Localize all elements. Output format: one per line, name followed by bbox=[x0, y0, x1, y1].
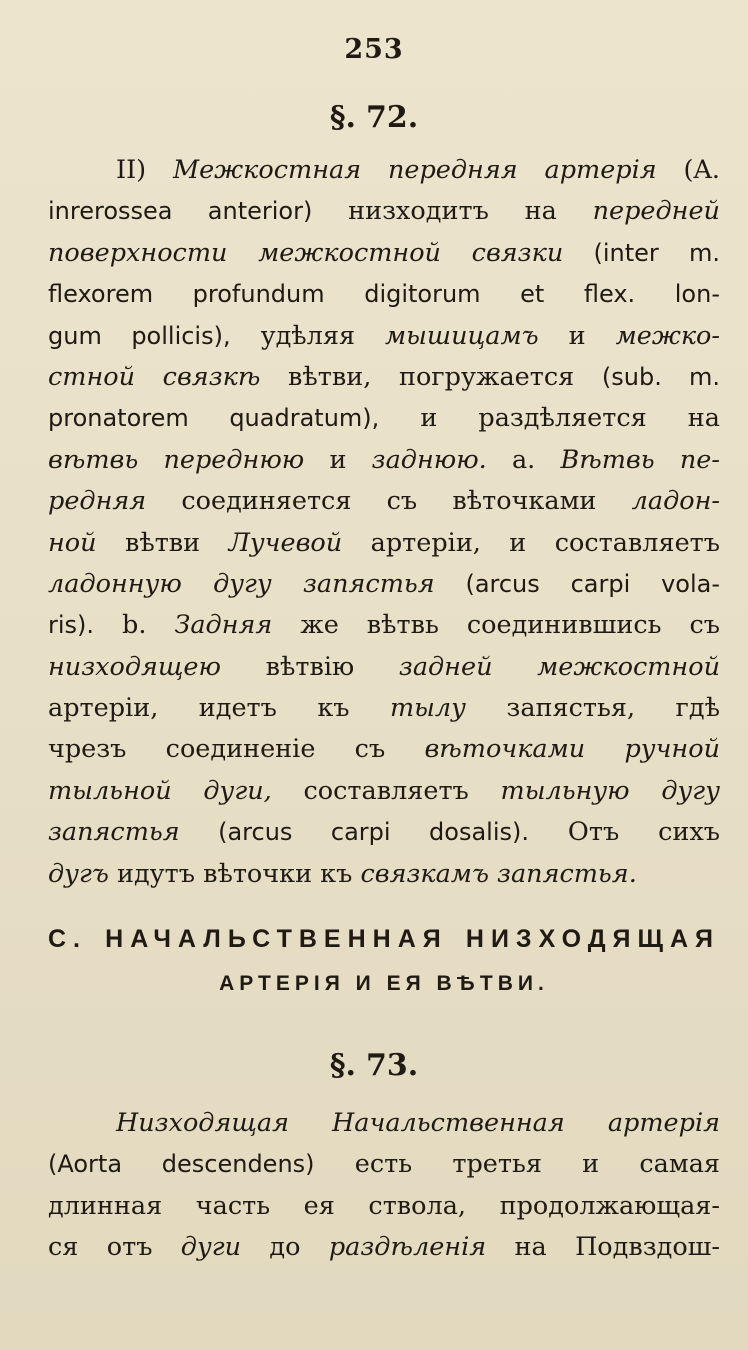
text-run: Отъ сихъ bbox=[529, 817, 720, 848]
section-number: 72. bbox=[365, 100, 419, 135]
text-run: а. bbox=[486, 444, 561, 475]
section-number: 73. bbox=[365, 1048, 419, 1083]
italic-term: тыльную дугу bbox=[500, 775, 720, 806]
text-line bbox=[48, 1144, 720, 1185]
italic-term: ладон- bbox=[631, 486, 720, 517]
text-run: и раздѣляется на bbox=[379, 403, 720, 434]
text-run: артеріи, и составляетъ bbox=[342, 527, 720, 558]
text-line bbox=[48, 1227, 720, 1268]
italic-term: Лучевой bbox=[228, 527, 343, 558]
text-line bbox=[48, 729, 720, 770]
text-run: низходитъ на bbox=[312, 196, 593, 227]
text-run: (A. bbox=[656, 155, 721, 185]
latin-term: pronatorem quadratum), bbox=[48, 404, 380, 433]
italic-term: дуги bbox=[180, 1232, 242, 1263]
text-line bbox=[48, 605, 720, 646]
text-line bbox=[48, 233, 720, 274]
text-run: и bbox=[304, 444, 372, 475]
text-line bbox=[48, 357, 720, 398]
italic-term: поверхности межкостной связки bbox=[48, 237, 564, 268]
heading-line-2: АРТЕРІЯ И ЕЯ ВѢТВИ. bbox=[219, 972, 549, 995]
paragraph-descending-aorta bbox=[48, 1103, 720, 1269]
latin-term: ris). bbox=[48, 611, 95, 640]
latin-term: inrerossea anterior) bbox=[48, 197, 313, 226]
text-line bbox=[48, 564, 720, 605]
text-run: длинная часть ея ствола, продолжающая- bbox=[48, 1190, 720, 1221]
text-run: II) bbox=[116, 155, 173, 185]
text-run: вѣтви, погружается bbox=[260, 361, 602, 392]
text-line bbox=[48, 191, 720, 232]
page-number: 253 bbox=[344, 34, 404, 65]
italic-term: связкамъ запястья. bbox=[360, 858, 637, 889]
italic-term: вѣточками ручной bbox=[424, 734, 720, 765]
text-run: ся отъ bbox=[48, 1232, 181, 1263]
latin-term: (inter m. bbox=[563, 238, 720, 267]
section-72-heading bbox=[0, 100, 748, 135]
text-line bbox=[48, 150, 720, 191]
italic-term: заднюю. bbox=[371, 444, 487, 475]
text-line bbox=[48, 1103, 720, 1144]
italic-term: межко- bbox=[615, 320, 721, 351]
latin-term: flexorem profundum digitorum et flex. lon- bbox=[48, 280, 720, 309]
text-line bbox=[48, 440, 720, 481]
italic-term: тылу bbox=[389, 693, 466, 724]
text-run: удѣляя bbox=[230, 320, 386, 351]
text-line bbox=[48, 688, 720, 729]
italic-term: Вѣтвь пе- bbox=[560, 444, 720, 475]
latin-term: (Aorta descendens) bbox=[48, 1150, 315, 1179]
latin-term: (arcus carpi dosalis). bbox=[179, 818, 529, 847]
italic-term: ладонную дугу запястья bbox=[48, 568, 435, 599]
text-run: идутъ вѣточки къ bbox=[108, 858, 361, 889]
italic-term: мышицамъ bbox=[385, 320, 539, 351]
paragraph-interosseous-artery bbox=[48, 150, 720, 895]
text-run: вѣтви bbox=[96, 527, 229, 558]
italic-term: раздѣленія bbox=[328, 1232, 487, 1263]
latin-term: (arcus carpi vola- bbox=[434, 569, 720, 598]
section-sign: §. bbox=[329, 1048, 356, 1083]
text-line bbox=[48, 771, 720, 812]
text-run: на Подвздош- bbox=[486, 1232, 720, 1263]
text-line bbox=[48, 647, 720, 688]
section-sign: §. bbox=[329, 100, 356, 135]
text-line bbox=[48, 1186, 720, 1227]
italic-term: редняя bbox=[48, 486, 147, 517]
heading-line-1: С. НАЧАЛЬСТВЕННАЯ НИЗХОДЯЩАЯ bbox=[48, 925, 720, 953]
text-run: артеріи, идетъ къ bbox=[48, 693, 390, 724]
italic-term: тыльной дуги, bbox=[48, 775, 272, 806]
section-73-heading bbox=[0, 1048, 748, 1083]
latin-term: gum pollicis), bbox=[48, 321, 231, 350]
italic-term: стной связкѣ bbox=[48, 361, 261, 392]
text-line bbox=[48, 523, 720, 564]
text-run: и bbox=[538, 320, 616, 351]
italic-term: Низходящая Начальственная артерія bbox=[116, 1108, 720, 1138]
text-run: до bbox=[241, 1232, 329, 1263]
italic-term: Межкостная передняя артерія bbox=[172, 155, 657, 185]
text-run: составляетъ bbox=[271, 775, 501, 806]
italic-term: низходящею bbox=[48, 651, 221, 682]
text-run: запястья, гдѣ bbox=[465, 693, 720, 724]
italic-term: запястья bbox=[48, 817, 180, 848]
chapter-heading bbox=[48, 925, 720, 996]
text-run: чрезъ соединеніе съ bbox=[48, 734, 425, 765]
text-line bbox=[48, 481, 720, 522]
text-line bbox=[48, 812, 720, 853]
latin-term: (sub. m. bbox=[601, 362, 720, 391]
italic-term: ной bbox=[48, 527, 97, 558]
text-line bbox=[48, 854, 720, 895]
text-run: же вѣтвь соединившись съ bbox=[272, 610, 720, 641]
italic-term: вѣтвь переднюю bbox=[48, 444, 305, 475]
text-line bbox=[48, 274, 720, 315]
text-line bbox=[48, 316, 720, 357]
italic-term: передней bbox=[592, 196, 720, 227]
text-run: b. bbox=[94, 610, 175, 641]
italic-term: дугъ bbox=[48, 858, 109, 889]
text-line bbox=[48, 398, 720, 439]
text-run: есть третья и самая bbox=[314, 1149, 720, 1180]
italic-term: Задняя bbox=[174, 610, 273, 641]
text-run: соединяется съ вѣточками bbox=[146, 486, 632, 517]
text-run: вѣтвію bbox=[220, 651, 399, 682]
italic-term: задней межкостной bbox=[398, 651, 721, 682]
